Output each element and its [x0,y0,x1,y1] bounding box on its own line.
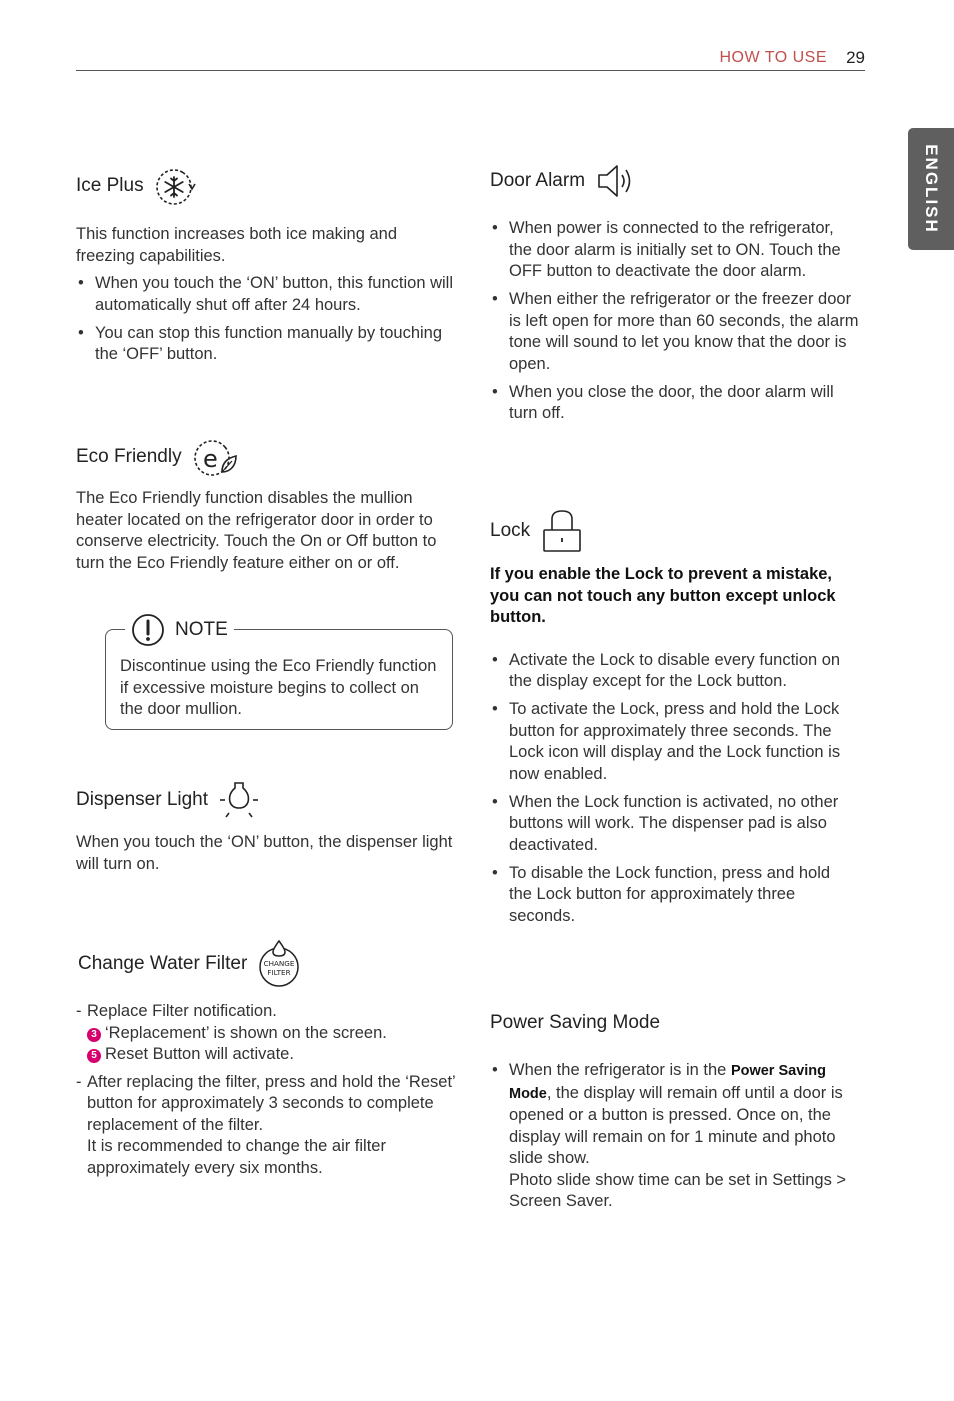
ice-plus-list [76,273,456,366]
speaker-icon [595,161,637,201]
list-item: • When you touch the ‘ON’ button, this function will automatically shut off after 24 hours. [76,273,456,316]
lock-heading [490,508,584,554]
section-title: HOW TO USE [719,49,827,66]
eco-friendly-section [76,488,451,574]
page-header [76,48,865,71]
language-label: ENGLISH [922,144,941,234]
change-filter-icon-text: FILTER [267,968,291,977]
list-item-text: ‘Replacement’ is shown on the screen. [105,1023,387,1042]
list-item: • You can stop this function manually by touching the ‘OFF’ button. [76,323,456,366]
lock-section [490,564,850,934]
list-item [76,1072,460,1180]
list-item-text: Reset Button will activate. [105,1045,294,1063]
mode-name: Power Saving Mode [509,1063,827,1102]
light-bulb-icon [218,780,262,820]
dispenser-light-heading [76,780,262,820]
power-saving-list [490,1060,860,1213]
list-item: • Activate the Lock to disable every function on the display except for the Lock button. [490,650,850,693]
lock-list [490,650,850,928]
dispenser-light-title: Dispenser Light [76,789,209,810]
dispenser-light-section [76,832,456,875]
page-number: 29 [846,48,865,67]
step-badge: 5 [87,1049,101,1063]
power-saving-section [490,1060,860,1219]
list-item [76,1001,460,1066]
eco-friendly-heading [76,436,240,478]
change-filter-icon [257,939,303,989]
ice-plus-intro: This function increases both ice making and freezing capabilities. [76,225,398,265]
ice-plus-section [76,224,456,372]
door-alarm-title: Door Alarm [490,170,586,191]
change-filter-icon-text: CHANGE [263,959,295,968]
language-tab [908,128,954,250]
list-item: • When power is connected to the refrigerator, the door alarm is initially set to ON. Touch the OFF button to deactivate the door alarm. [490,218,860,283]
change-filter-heading [78,939,303,989]
lock-icon [540,508,584,554]
change-filter-section [76,1001,460,1185]
list-item-text: It is recommended to change the air filter approximately every six months. [87,1137,386,1177]
list-item: • To activate the Lock, press and hold the Lock button for approximately three seconds. The Lock icon will display and the Lock function is now enabled. [490,699,850,785]
list-item-text: When the refrigerator is in the [509,1061,731,1079]
eco-leaf-icon [192,436,240,478]
ice-plus-icon [154,164,200,208]
power-saving-title: Power Saving Mode [490,1012,661,1033]
eco-friendly-body: The Eco Friendly function disables the mullion heater located on the refrigerator door in order to conserve electricity. Touch the On or Off button to turn the Eco Friendly feature either on or off. [76,489,437,572]
list-item-text: After replacing the filter, press and hold the ‘Reset’ button for approximately 3 seconds to complete replacement of the filter. [87,1072,456,1134]
lock-intro: If you enable the Lock to prevent a mistake, you can not touch any button except unlock button. [490,565,836,626]
dispenser-light-body: When you touch the ‘ON’ button, the dispenser light will turn on. [76,833,453,873]
list-item: • When either the refrigerator or the freezer door is left open for more than 60 seconds, the alarm tone will sound to let you know that the door is open. [490,289,860,375]
change-filter-title: Change Water Filter [78,953,248,974]
lock-title: Lock [490,520,531,541]
warning-icon [131,613,165,647]
eco-friendly-title: Eco Friendly [76,446,182,467]
note-text: Discontinue using the Eco Friendly function if excessive moisture begins to collect on the door mullion. [120,657,437,718]
ice-plus-title: Ice Plus [76,175,144,196]
list-item-text: Photo slide show time can be set in Settings > Screen Saver. [509,1170,847,1210]
svg-text:e: e [202,445,218,473]
power-saving-heading [490,1012,660,1034]
list-item: • To disable the Lock function, press and hold the Lock button for approximately three seconds. [490,863,850,928]
ice-plus-heading [76,164,200,208]
list-item-text: , the display will remain off until a door is opened or a button is pressed. Once on, the display will remain on for 1 minute and photo slide show. [509,1083,843,1167]
list-item [490,1060,860,1213]
note-heading [125,613,234,647]
list-item: • When the Lock function is activated, no other buttons will work. The dispenser pad is also deactivated. [490,792,850,857]
change-filter-list [76,1001,460,1179]
list-item: • When you close the door, the door alarm will turn off. [490,382,860,425]
door-alarm-section [490,218,860,431]
door-alarm-list [490,218,860,425]
step-badge: 3 [87,1028,101,1042]
door-alarm-heading [490,161,637,201]
list-item-text: Replace Filter notification. [87,1002,277,1020]
note-title: NOTE [175,619,228,640]
